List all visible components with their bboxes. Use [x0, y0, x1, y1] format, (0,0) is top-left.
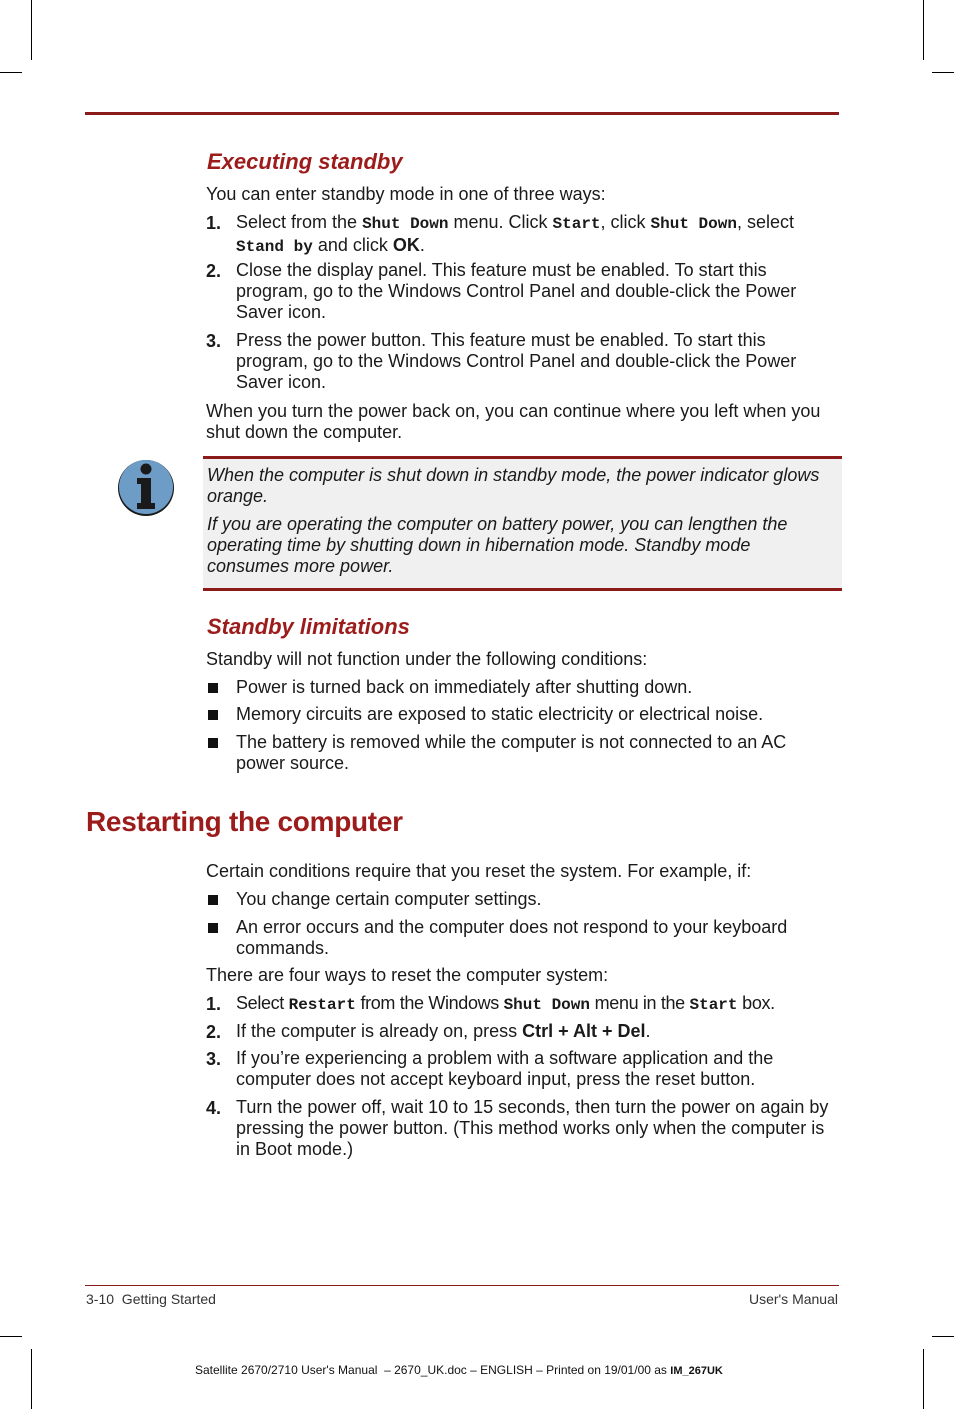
crop-mark [31, 0, 32, 60]
note-paragraph: If you are operating the computer on battery power, you can lengthen the operating time by shutting down in hibernation mode. Standby mode consumes more power. [207, 514, 788, 576]
section-intro: You can enter standby mode in one of three ways: [206, 184, 606, 204]
step-number: 3. [206, 331, 222, 351]
section-paragraph: There are four ways to reset the computer system: [206, 965, 609, 985]
footer-page-label: 3-10 Getting Started [86, 1291, 216, 1307]
info-icon [116, 457, 176, 517]
step-number: 2. [206, 1022, 222, 1042]
bullet-text: The battery is removed while the computer is not connected to an AC power source. [236, 732, 787, 773]
note-paragraph: When the computer is shut down in standby mode, the power indicator glows orange. [207, 465, 820, 506]
bullet-square-icon [208, 683, 218, 693]
step-text: If the computer is already on, press Ctrl + Alt + Del. [236, 1021, 651, 1041]
bullet-text: You change certain computer settings. [236, 889, 542, 909]
section-heading-standby-limitations: Standby limitations [207, 614, 410, 639]
note-box [203, 456, 842, 591]
section-intro: Certain conditions require that you reset the system. For example, if: [206, 861, 752, 881]
step-number: 4. [206, 1098, 222, 1118]
step-text: Turn the power off, wait 10 to 15 seconds, then turn the power on again by pressing the power button. (This method works only when the computer is in Boot mode.) [236, 1097, 829, 1159]
crop-mark [0, 72, 22, 73]
bullet-text: Power is turned back on immediately after shutting down. [236, 677, 693, 697]
footer-manual-label: User's Manual [748, 1291, 838, 1307]
bullet-square-icon [208, 923, 218, 933]
step-text: Select from the Shut Down menu. Click Start, click Shut Down, select Stand by and click OK. [236, 212, 794, 256]
crop-mark [932, 72, 954, 73]
step-text: Select Restart from the Windows Shut Down menu in the Start box. [236, 993, 775, 1014]
bullet-square-icon [208, 895, 218, 905]
crop-mark [923, 0, 924, 60]
bullet-square-icon [208, 738, 218, 748]
step-number: 3. [206, 1049, 222, 1069]
step-number: 1. [206, 213, 222, 233]
section-outro: When you turn the power back on, you can continue where you left when you shut down the computer. [206, 401, 821, 442]
page-title: Restarting the computer [86, 806, 403, 837]
crop-mark [31, 1349, 32, 1409]
crop-mark [0, 1336, 22, 1337]
crop-mark [932, 1336, 954, 1337]
footer-rule [85, 1285, 839, 1286]
print-info: Satellite 2670/2710 User's Manual – 2670_UK.doc – ENGLISH – Printed on 19/01/00 as IM_267UK [195, 1363, 723, 1377]
step-number: 1. [206, 994, 222, 1014]
header-rule [85, 112, 839, 115]
section-heading-executing-standby: Executing standby [207, 149, 403, 174]
step-text: Press the power button. This feature must be enabled. To start this program, go to the Windows Control Panel and double-click the Power Saver icon. [236, 330, 797, 392]
bullet-text: An error occurs and the computer does not respond to your keyboard commands. [236, 917, 788, 958]
step-number: 2. [206, 261, 222, 281]
bullet-square-icon [208, 710, 218, 720]
step-text: Close the display panel. This feature must be enabled. To start this program, go to the Windows Control Panel and double-click the Power Saver icon. [236, 260, 797, 322]
bullet-text: Memory circuits are exposed to static electricity or electrical noise. [236, 704, 764, 724]
step-text: If you’re experiencing a problem with a software application and the computer does not accept keyboard input, press the reset button. [236, 1048, 774, 1089]
crop-mark [923, 1349, 924, 1409]
section-intro: Standby will not function under the following conditions: [206, 649, 648, 669]
